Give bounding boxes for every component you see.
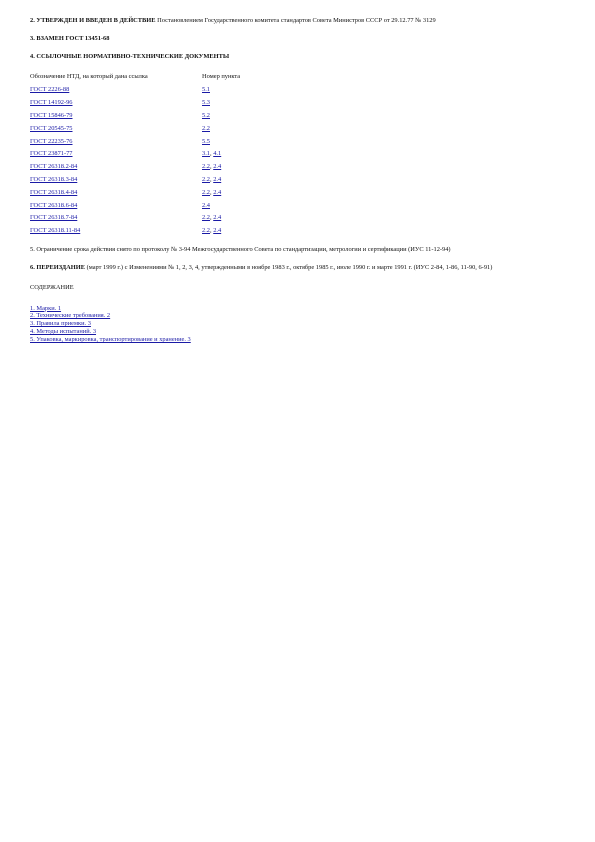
document-cell: [30, 122, 202, 135]
document-link[interactable]: ГОСТ 26318.11-84: [30, 227, 81, 235]
item-cell: [202, 84, 240, 97]
document-link[interactable]: ГОСТ 14192-96: [30, 99, 73, 107]
item-link[interactable]: 2.4: [213, 227, 222, 235]
document-cell: [30, 161, 202, 174]
document-cell: [30, 84, 202, 97]
document-cell: [30, 174, 202, 187]
contents-link[interactable]: 5. Упаковка, маркировка, транспортирование и хранение. 3: [30, 336, 191, 344]
section-2-text: Постановлением Государственного комитета стандартов Совета Министров СССР от 29.12.77 № 3129: [157, 17, 436, 24]
item-separator: ,: [210, 150, 214, 158]
item-link[interactable]: 2.2: [202, 188, 210, 196]
item-cell: [202, 186, 240, 199]
document-cell: [30, 135, 202, 148]
document-cell: [30, 186, 202, 199]
table-row: [30, 148, 240, 161]
item-link[interactable]: 2.4: [213, 163, 222, 171]
item-separator: ,: [210, 163, 214, 171]
item-link[interactable]: 2.4: [213, 175, 222, 183]
item-separator: ,: [210, 188, 214, 196]
document-page: [30, 16, 570, 344]
section-6-lead: 6. ПЕРЕИЗДАНИЕ: [30, 263, 85, 271]
item-link[interactable]: 2.2: [202, 227, 210, 235]
item-link[interactable]: 2.4: [213, 188, 222, 196]
item-cell: [202, 110, 240, 123]
document-link[interactable]: ГОСТ 26318.2-84: [30, 163, 78, 171]
document-link[interactable]: ГОСТ 15846-79: [30, 111, 73, 119]
table-row: [30, 122, 240, 135]
table-row: [30, 161, 240, 174]
item-link[interactable]: 5.3: [202, 99, 210, 107]
table-row: [30, 225, 240, 238]
item-separator: ,: [210, 214, 214, 222]
item-link[interactable]: 5.5: [202, 137, 210, 145]
item-cell: [202, 148, 240, 161]
table-row: [30, 84, 240, 97]
item-cell: [202, 212, 240, 225]
document-link[interactable]: ГОСТ 22235-76: [30, 137, 73, 145]
item-link[interactable]: 2.2: [202, 175, 210, 183]
table-body: [30, 84, 240, 238]
reference-documents-table: [30, 71, 240, 238]
item-link[interactable]: 5.1: [202, 86, 210, 94]
contents-item: [30, 305, 570, 313]
section-3: 3. ВЗАМЕН ГОСТ 13451-68: [30, 35, 110, 42]
document-cell: [30, 199, 202, 212]
contents-item: [30, 328, 570, 336]
document-link[interactable]: ГОСТ 26318.6-84: [30, 201, 78, 209]
contents-link[interactable]: 3. Правила приемки. 3: [30, 320, 91, 328]
section-2: [30, 16, 570, 26]
column-header-item: Номер пункта: [202, 73, 241, 80]
column-header-document: Обозначение НТД, на который дана ссылка: [30, 73, 148, 80]
table-row: [30, 199, 240, 212]
document-cell: [30, 148, 202, 161]
item-link[interactable]: 2.4: [202, 201, 210, 209]
table-row: [30, 97, 240, 110]
document-link[interactable]: ГОСТ 20545-75: [30, 124, 73, 132]
contents-link[interactable]: 2. Технические требования. 2: [30, 312, 111, 320]
section-2-lead: 2. УТВЕРЖДЕН И ВВЕДЕН В ДЕЙСТВИЕ: [30, 17, 156, 24]
item-link[interactable]: 2.4: [213, 214, 222, 222]
item-cell: [202, 174, 240, 187]
document-link[interactable]: ГОСТ 26318.7-84: [30, 214, 78, 222]
contents-item: [30, 336, 570, 344]
contents-link[interactable]: 1. Марки. 1: [30, 304, 62, 312]
table-row: [30, 135, 240, 148]
document-link[interactable]: ГОСТ 2226-88: [30, 86, 70, 94]
contents-link[interactable]: 4. Методы испытаний. 3: [30, 328, 97, 336]
item-link[interactable]: 2.2: [202, 163, 210, 171]
document-link[interactable]: ГОСТ 26318.4-84: [30, 188, 78, 196]
document-cell: [30, 97, 202, 110]
item-separator: ,: [210, 175, 214, 183]
contents-item: [30, 312, 570, 320]
item-link[interactable]: 4.1: [213, 150, 222, 158]
section-4-title: 4. ССЫЛОЧНЫЕ НОРМАТИВНО-ТЕХНИЧЕСКИЕ ДОКУМЕНТЫ: [30, 53, 230, 60]
section-6-text: (март 1999 г.) с Изменениями № 1, 2, 3, 4, утвержденными в ноябре 1983 г., октябре 1985 г., июле 1990 г. и марте 1991 г. (ИУС 2-84, 1-86, 11-90, 6-91): [86, 263, 493, 271]
table-header-row: [30, 71, 240, 84]
item-cell: [202, 161, 240, 174]
document-cell: [30, 212, 202, 225]
contents-title: СОДЕРЖАНИЕ: [30, 283, 74, 291]
table-row: [30, 186, 240, 199]
contents-list: [30, 305, 570, 345]
item-link[interactable]: 2.2: [202, 214, 210, 222]
item-cell: [202, 199, 240, 212]
table-row: [30, 212, 240, 225]
document-cell: [30, 225, 202, 238]
item-cell: [202, 97, 240, 110]
contents-item: [30, 320, 570, 328]
table-row: [30, 110, 240, 123]
item-cell: [202, 135, 240, 148]
item-link[interactable]: 3.1: [202, 150, 210, 158]
section-5: 5. Ограничение срока действия снято по протоколу № 3-94 Межгосударственного Совета по стандартизации, метрологии и сертификации (ИУС 11-12-94): [30, 245, 451, 253]
section-6: [30, 263, 570, 273]
item-cell: [202, 122, 240, 135]
item-separator: ,: [210, 227, 214, 235]
document-cell: [30, 110, 202, 123]
document-link[interactable]: ГОСТ 23871-77: [30, 150, 73, 158]
item-link[interactable]: 5.2: [202, 111, 210, 119]
item-link[interactable]: 2.2: [202, 124, 210, 132]
table-row: [30, 174, 240, 187]
item-cell: [202, 225, 240, 238]
document-link[interactable]: ГОСТ 26318.3-84: [30, 175, 78, 183]
